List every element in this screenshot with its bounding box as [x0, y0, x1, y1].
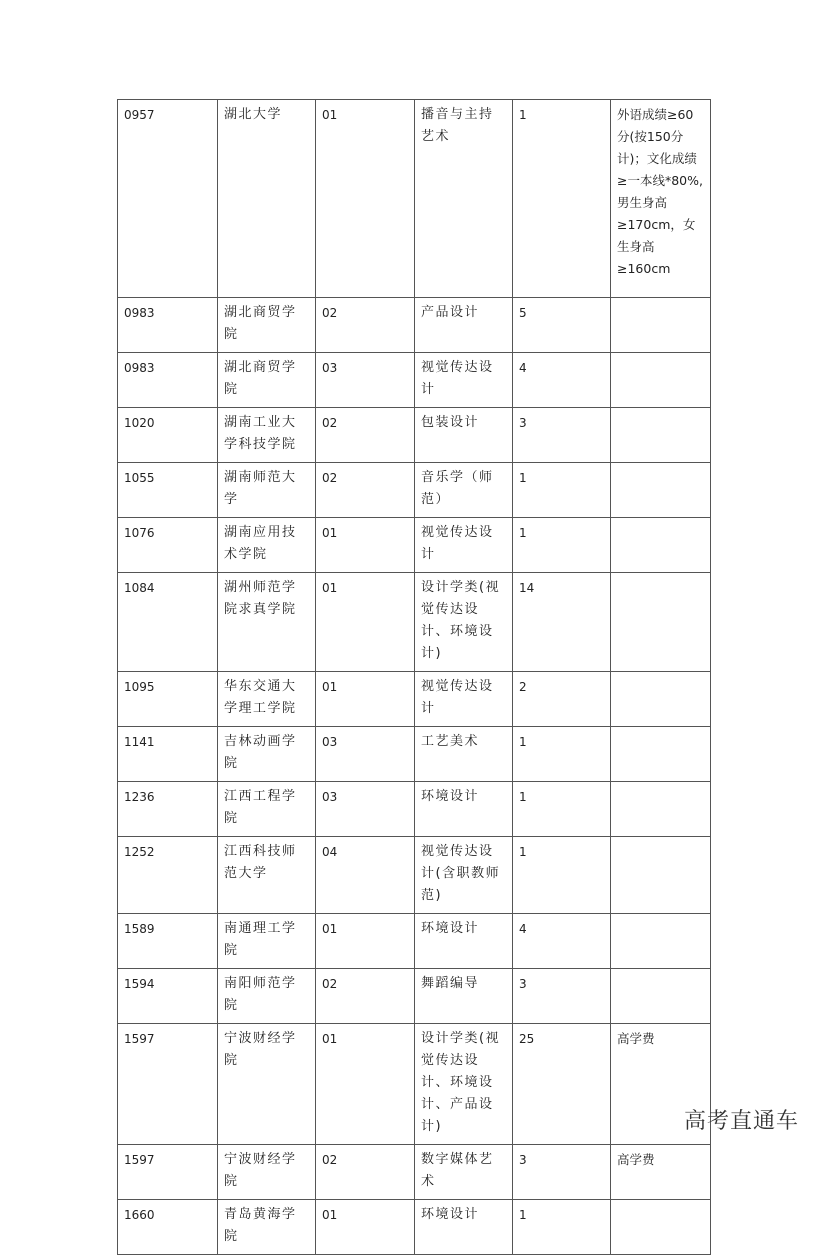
- plan-count: 14: [513, 573, 611, 672]
- school-name: 宁波财经学院: [218, 1145, 316, 1200]
- major-name: 视觉传达设计: [415, 518, 513, 573]
- group-code: 01: [316, 1200, 415, 1255]
- group-code: 02: [316, 969, 415, 1024]
- school-name: 湖北商贸学院: [218, 298, 316, 353]
- table-row: [118, 298, 711, 353]
- remark: [611, 518, 711, 573]
- school-name: 湖南师范大学: [218, 463, 316, 518]
- school-name: 吉林动画学院: [218, 727, 316, 782]
- plan-count: 1: [513, 1200, 611, 1255]
- major-name: 视觉传达设计(含职教师范): [415, 837, 513, 914]
- table-row: [118, 1200, 711, 1255]
- table-row: [118, 969, 711, 1024]
- major-name: 环境设计: [415, 1200, 513, 1255]
- school-code: 1660: [118, 1200, 218, 1255]
- group-code: 01: [316, 573, 415, 672]
- group-code: 03: [316, 727, 415, 782]
- plan-count: 1: [513, 727, 611, 782]
- remark: 外语成绩≥60分(按150分计)；文化成绩≥一本线*80%,男生身高≥170cm，女生身高≥160cm: [611, 100, 711, 298]
- plan-count: 4: [513, 353, 611, 408]
- plan-count: 1: [513, 100, 611, 298]
- school-code: 1252: [118, 837, 218, 914]
- major-name: 音乐学（师范）: [415, 463, 513, 518]
- table-row: [118, 573, 711, 672]
- table-row: [118, 1145, 711, 1200]
- remark: [611, 782, 711, 837]
- school-name: 湖南工业大学科技学院: [218, 408, 316, 463]
- school-code: 1141: [118, 727, 218, 782]
- major-name: 数字媒体艺术: [415, 1145, 513, 1200]
- major-name: 工艺美术: [415, 727, 513, 782]
- plan-count: 3: [513, 408, 611, 463]
- major-name: 视觉传达设计: [415, 672, 513, 727]
- school-code: 1076: [118, 518, 218, 573]
- major-name: 视觉传达设计: [415, 353, 513, 408]
- plan-count: 1: [513, 463, 611, 518]
- school-code: 1594: [118, 969, 218, 1024]
- group-code: 01: [316, 672, 415, 727]
- table-row: [118, 100, 711, 298]
- school-name: 宁波财经学院: [218, 1024, 316, 1145]
- school-name: 江西工程学院: [218, 782, 316, 837]
- group-code: 03: [316, 782, 415, 837]
- plan-count: 3: [513, 1145, 611, 1200]
- major-name: 设计学类(视觉传达设计、环境设计、产品设计): [415, 1024, 513, 1145]
- table-row: [118, 672, 711, 727]
- school-name: 江西科技师范大学: [218, 837, 316, 914]
- school-name: 湖南应用技术学院: [218, 518, 316, 573]
- group-code: 01: [316, 518, 415, 573]
- watermark-text: 高考直通车: [683, 1109, 799, 1134]
- table-row: [118, 518, 711, 573]
- school-name: 青岛黄海学院: [218, 1200, 316, 1255]
- school-name: 南通理工学院: [218, 914, 316, 969]
- plan-count: 1: [513, 837, 611, 914]
- remark: [611, 353, 711, 408]
- table-row: [118, 353, 711, 408]
- plan-count: 1: [513, 518, 611, 573]
- remark: [611, 837, 711, 914]
- table-row: [118, 914, 711, 969]
- school-code: 1597: [118, 1024, 218, 1145]
- plan-count: 1: [513, 782, 611, 837]
- school-name: 湖北商贸学院: [218, 353, 316, 408]
- table-row: [118, 782, 711, 837]
- remark: [611, 969, 711, 1024]
- school-code: 1084: [118, 573, 218, 672]
- group-code: 02: [316, 298, 415, 353]
- group-code: 04: [316, 837, 415, 914]
- remark: [611, 727, 711, 782]
- remark: 高学费: [611, 1145, 711, 1200]
- school-name: 湖州师范学院求真学院: [218, 573, 316, 672]
- remark: [611, 298, 711, 353]
- table-row: [118, 837, 711, 914]
- school-code: 1095: [118, 672, 218, 727]
- school-code: 1055: [118, 463, 218, 518]
- school-code: 0983: [118, 353, 218, 408]
- remark: [611, 672, 711, 727]
- group-code: 03: [316, 353, 415, 408]
- group-code: 02: [316, 1145, 415, 1200]
- school-name: 华东交通大学理工学院: [218, 672, 316, 727]
- group-code: 01: [316, 100, 415, 298]
- remark: [611, 914, 711, 969]
- group-code: 02: [316, 408, 415, 463]
- table-row: [118, 463, 711, 518]
- major-name: 播音与主持艺术: [415, 100, 513, 298]
- school-code: 0957: [118, 100, 218, 298]
- plan-count: 5: [513, 298, 611, 353]
- remark: [611, 463, 711, 518]
- school-code: 1597: [118, 1145, 218, 1200]
- plan-count: 4: [513, 914, 611, 969]
- remark: [611, 1200, 711, 1255]
- school-code: 1236: [118, 782, 218, 837]
- major-name: 包装设计: [415, 408, 513, 463]
- major-name: 舞蹈编导: [415, 969, 513, 1024]
- school-code: 1589: [118, 914, 218, 969]
- school-name: 南阳师范学院: [218, 969, 316, 1024]
- remark: [611, 408, 711, 463]
- plan-count: 3: [513, 969, 611, 1024]
- school-code: 1020: [118, 408, 218, 463]
- table-row: [118, 727, 711, 782]
- remark: [611, 573, 711, 672]
- group-code: 02: [316, 463, 415, 518]
- table-row: [118, 408, 711, 463]
- table-row: [118, 1024, 711, 1145]
- major-name: 环境设计: [415, 914, 513, 969]
- major-name: 设计学类(视觉传达设计、环境设计): [415, 573, 513, 672]
- remark: 高学费: [611, 1024, 711, 1145]
- admission-table: [117, 99, 711, 1255]
- school-code: 0983: [118, 298, 218, 353]
- plan-count: 25: [513, 1024, 611, 1145]
- major-name: 环境设计: [415, 782, 513, 837]
- group-code: 01: [316, 1024, 415, 1145]
- school-name: 湖北大学: [218, 100, 316, 298]
- major-name: 产品设计: [415, 298, 513, 353]
- plan-count: 2: [513, 672, 611, 727]
- group-code: 01: [316, 914, 415, 969]
